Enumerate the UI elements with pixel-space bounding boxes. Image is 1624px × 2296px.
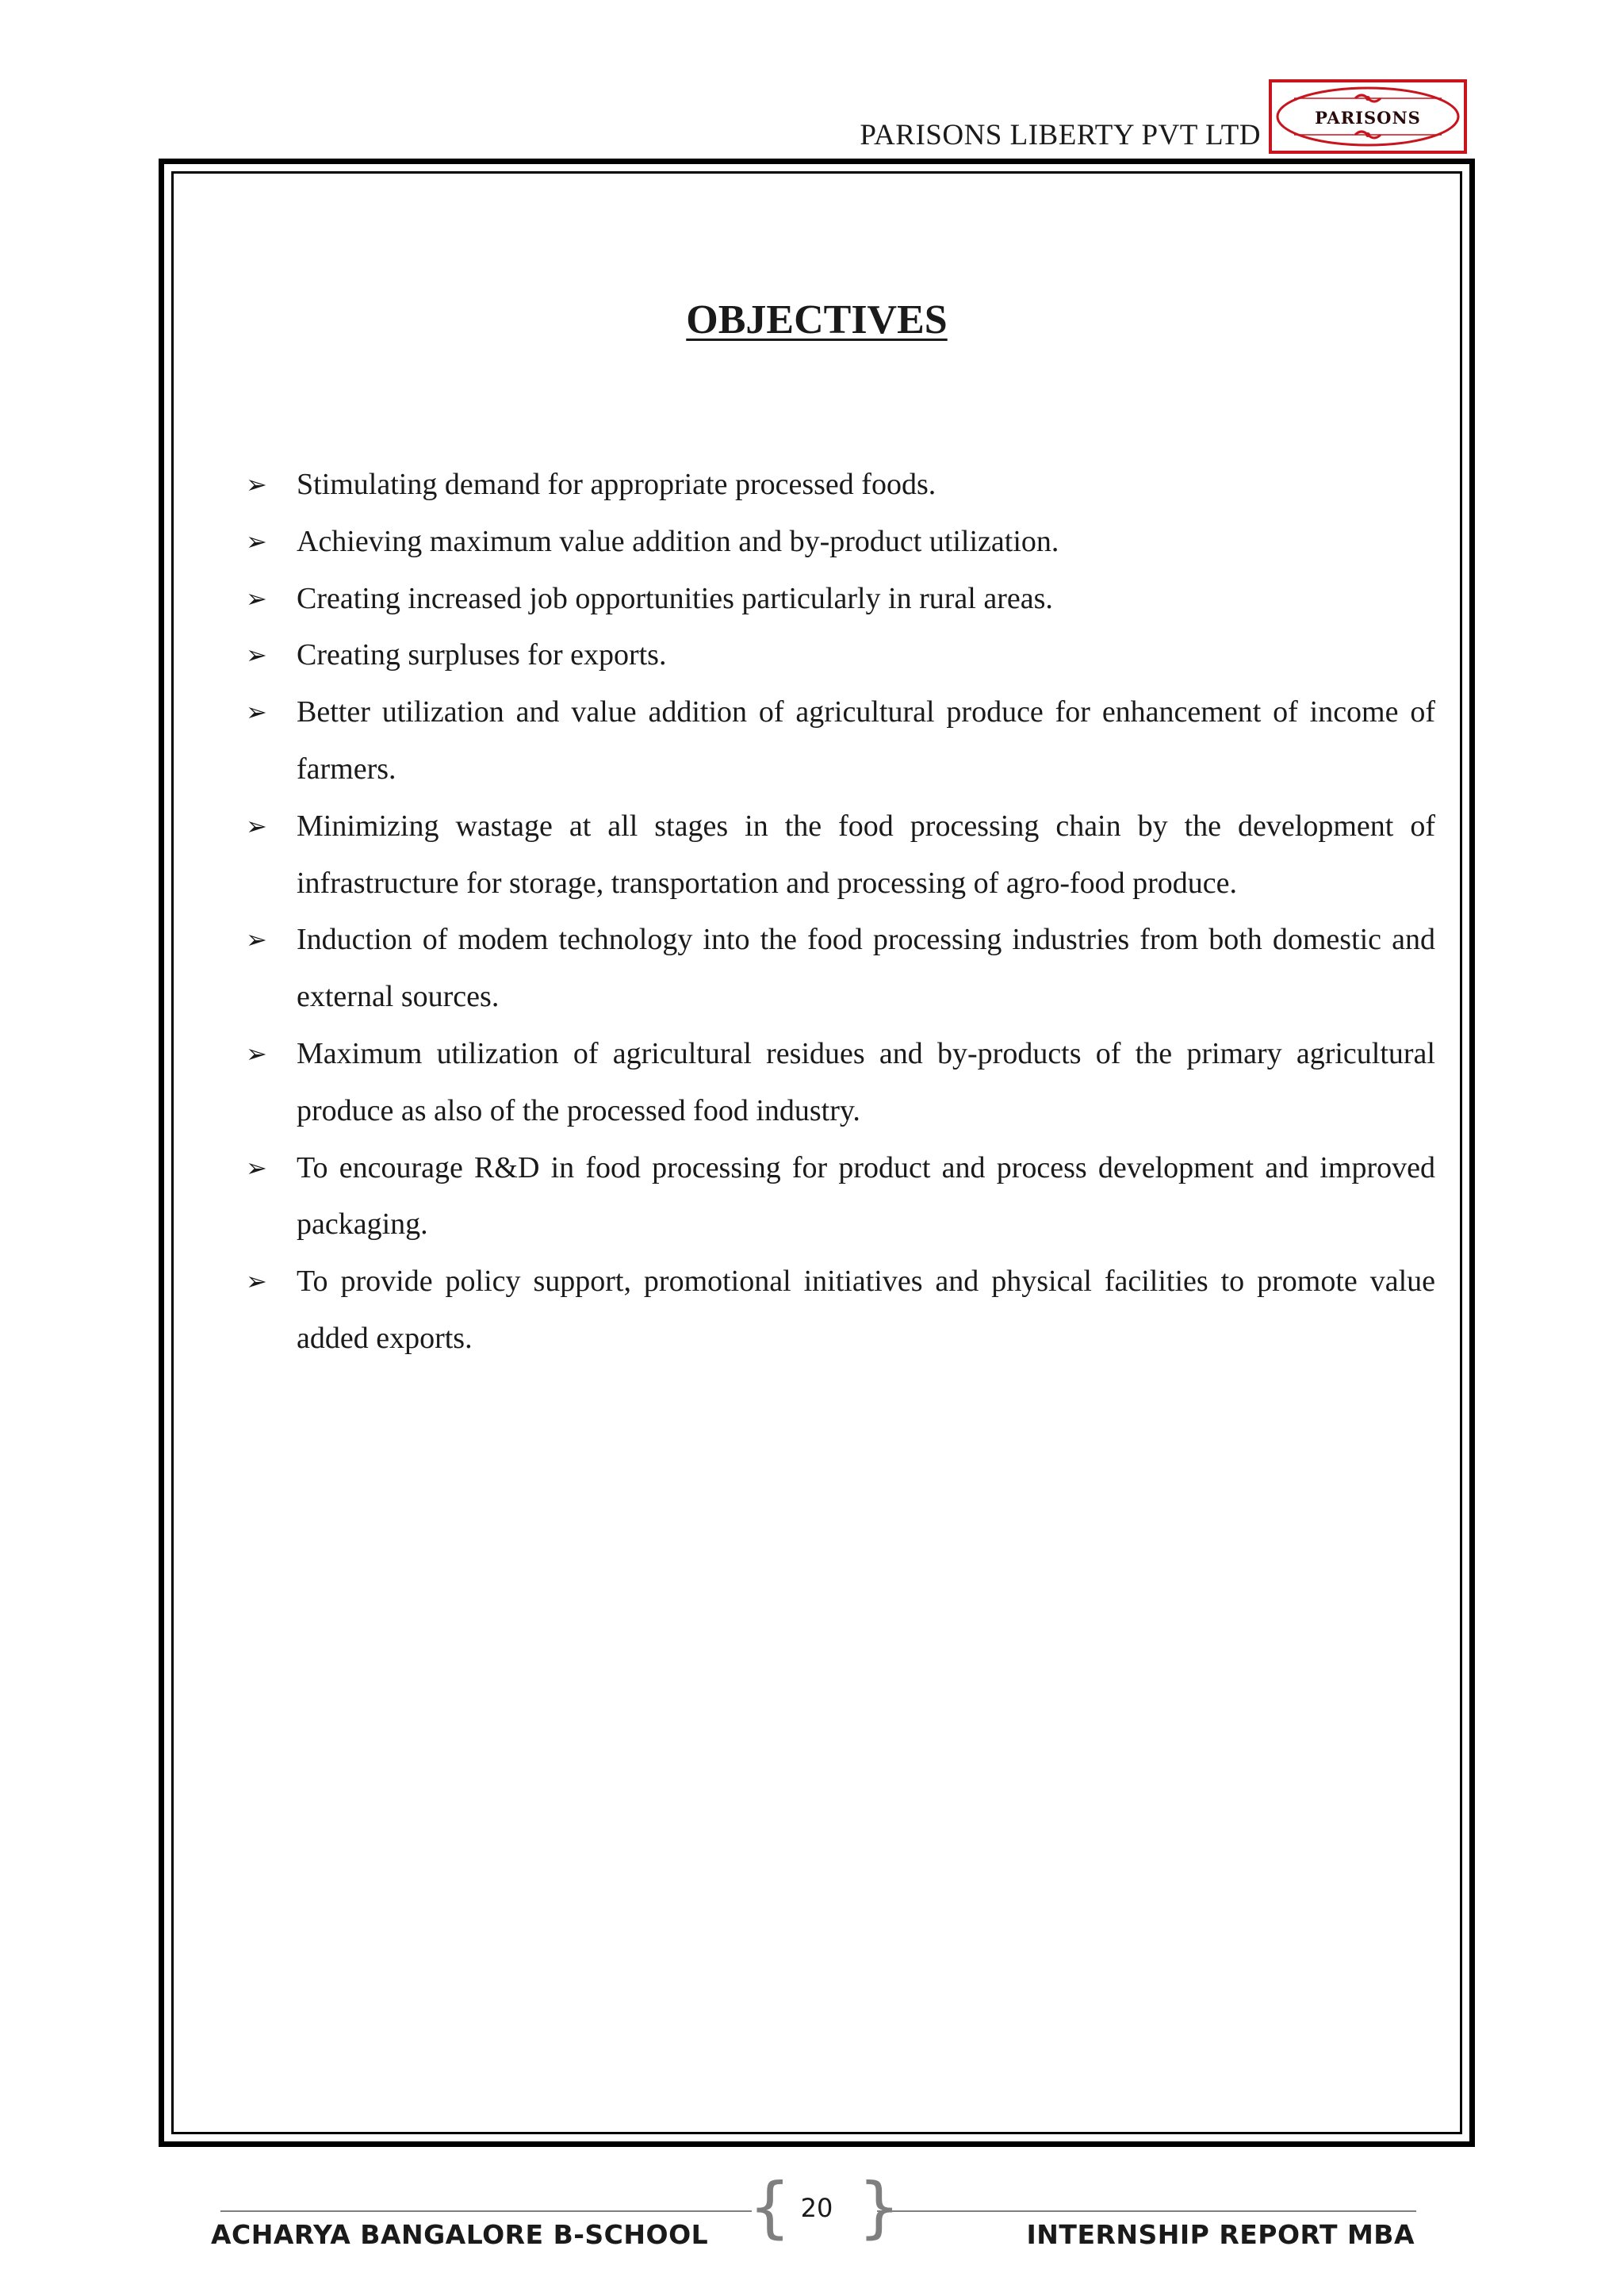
objective-text: Achieving maximum value addition and by-product utilization. [297,524,1059,558]
footer-report-title: INTERNSHIP REPORT MBA [1026,2219,1415,2250]
parisons-logo [1269,79,1467,154]
arrowhead-bullet-icon: ➢ [246,924,267,955]
objective-text: Creating increased job opportunities particularly in rural areas. [297,581,1053,615]
right-brace-icon: } [858,2168,901,2246]
arrowhead-bullet-icon: ➢ [246,640,267,671]
arrowhead-bullet-icon: ➢ [246,469,267,499]
objective-item [246,1140,1435,1254]
page-number: 20 [800,2193,833,2223]
objective-text: Creating surpluses for exports. [297,638,667,672]
logo-text: PARISONS [1315,108,1421,128]
objective-text: Induction of modem technology into the food processing industries from both domestic and external sources. [297,923,1435,1014]
arrowhead-bullet-icon: ➢ [246,583,267,614]
objective-text: Maximum utilization of agricultural residues and by-products of the primary agricultural produce as also of the processed food industry. [297,1036,1435,1127]
objective-text: Minimizing wastage at all stages in the food processing chain by the development of infrastructure for storage, transportation and processing of agro-food produce. [297,809,1435,900]
objective-text: To encourage R&D in food processing for product and process development and improved packaging. [297,1150,1435,1242]
objective-item [246,1253,1435,1368]
objective-item [246,514,1435,571]
objective-text: Better utilization and value addition of agricultural produce for enhancement of income of farmers. [297,695,1435,786]
objective-item [246,1026,1435,1140]
objectives-list [246,457,1435,1368]
page-title: OBJECTIVES [686,297,948,342]
arrowhead-bullet-icon: ➢ [246,1266,267,1297]
footer-rule-left [220,2210,752,2212]
objective-item [246,912,1435,1026]
objective-item [246,798,1435,913]
arrowhead-bullet-icon: ➢ [246,526,267,557]
arrowhead-bullet-icon: ➢ [246,1038,267,1069]
objective-item [246,684,1435,798]
footer-rule-right [877,2210,1416,2212]
footer-school-name: ACHARYA BANGALORE B-SCHOOL [211,2219,709,2250]
left-brace-icon: { [749,2168,791,2246]
objective-item [246,571,1435,628]
objective-text: To provide policy support, promotional initiatives and physical facilities to promote value added exports. [297,1265,1435,1355]
objective-text: Stimulating demand for appropriate processed foods. [297,468,936,501]
arrowhead-bullet-icon: ➢ [246,810,267,841]
header-company-name: PARISONS LIBERTY PVT LTD [860,119,1261,151]
arrowhead-bullet-icon: ➢ [246,1152,267,1183]
objective-item [246,457,1435,514]
objective-item [246,627,1435,684]
arrowhead-bullet-icon: ➢ [246,697,267,728]
